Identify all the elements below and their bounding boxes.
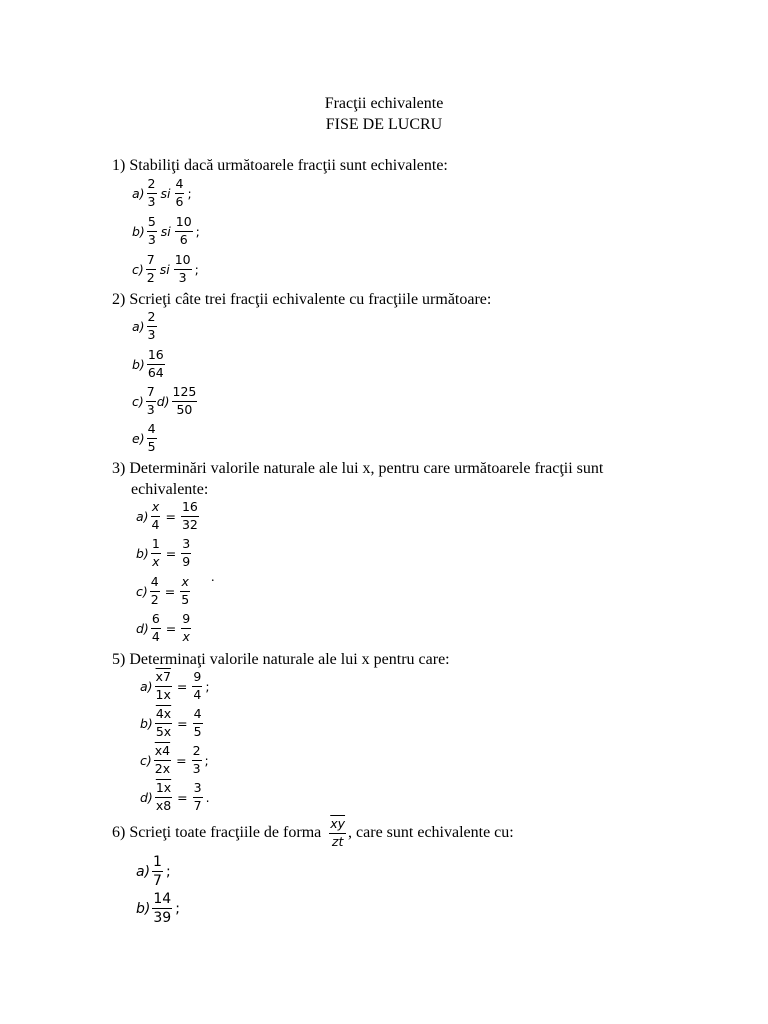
q5-item-c: c) $\frac{x4}{2x}$ = $\frac{2}{3}$ ; [140, 743, 209, 776]
fraction: $\frac{5}{3}$ [147, 214, 156, 247]
fraction: $\frac{4}{6}$ [175, 176, 184, 209]
q3-item-c: c) $\frac{4}{2}$ = $\frac{x}{5}$ [136, 574, 190, 607]
question-6-text-after: , care sunt echivalente cu: [348, 824, 514, 841]
q2-item-c-d: c) $\frac{7}{3}$ d) $\frac{125}{50}$ [132, 384, 197, 417]
fraction: $\frac{x}{4}$ [151, 499, 160, 532]
question-3-line1: 3) Determinări valorile naturale ale lui x, pentru care următoarele fracţii sunt [112, 460, 604, 477]
fraction: $\frac{x}{5}$ [181, 574, 190, 607]
stray-dot: . [211, 570, 215, 585]
fraction: $\frac{14}{39}$ [153, 891, 172, 926]
fraction: $\frac{10}{3}$ [174, 252, 191, 285]
fraction: $\frac{x7}{1x}$ [155, 669, 171, 702]
q5-item-d: d) $\frac{1x}{x8}$ = $\frac{3}{7}$ . [140, 780, 210, 813]
q5-item-b: b) $\frac{4x}{5x}$ = $\frac{4}{5}$ [140, 706, 202, 739]
question-1: 1) Stabiliţi dacă următoarele fracţii sunt echivalente: [112, 157, 448, 174]
page-title: Fracţii echivalente [324, 95, 444, 112]
question-2: 2) Scrieţi câte trei fracţii echivalente cu fracţiile următoare: [112, 291, 492, 308]
q5-item-a: a) $\frac{x7}{1x}$ = $\frac{9}{4}$ ; [140, 669, 210, 702]
connector-word: si [160, 185, 171, 201]
fraction: $\frac{2}{3}$ [147, 176, 156, 209]
q6-item-b: b) $\frac{14}{39}$ ; [136, 891, 180, 926]
fraction: $\frac{3}{9}$ [182, 536, 191, 569]
fraction: $\frac{2}{3}$ [147, 309, 156, 342]
question-3-line2: echivalente: [131, 481, 209, 498]
fraction: $\frac{9}{x}$ [182, 611, 191, 644]
fraction: $\frac{125}{50}$ [172, 384, 197, 417]
fraction: $\frac{4x}{5x}$ [155, 706, 172, 739]
q3-item-a: a) $\frac{x}{4}$ = $\frac{16}{32}$ [136, 499, 198, 532]
page-subtitle: FISE DE LUCRU [325, 116, 443, 133]
fraction: $\frac{9}{4}$ [193, 669, 202, 702]
fraction: $\frac{6}{4}$ [151, 611, 160, 644]
fraction: $\frac{4}{5}$ [147, 421, 156, 454]
fraction: $\frac{4}{2}$ [150, 574, 159, 607]
q3-item-b: b) $\frac{1}{x}$ = $\frac{3}{9}$ [136, 536, 191, 569]
q2-item-e: e) $\frac{4}{5}$ [132, 421, 156, 454]
q2-item-a: a) $\frac{2}{3}$ [132, 309, 156, 342]
fraction: $\frac{7}{3}$ [146, 384, 155, 417]
item-label: a) [132, 185, 145, 201]
q3-item-d: d) $\frac{6}{4}$ = $\frac{9}{x}$ [136, 611, 191, 644]
q1-item-a: a) $\frac{2}{3}$ si $\frac{4}{6}$ ; [132, 176, 192, 209]
form-fraction: $\frac{\overline{xy}}{zt}$ [330, 816, 346, 849]
fraction: $\frac{1}{7}$ [153, 854, 162, 889]
q6-item-a: a) $\frac{1}{7}$ ; [136, 854, 171, 889]
fraction: $\frac{3}{7}$ [193, 780, 202, 813]
question-5: 5) Determinaţi valorile naturale ale lui x pentru care: [112, 651, 450, 668]
fraction: $\frac{16}{64}$ [147, 347, 164, 380]
q1-item-c: c) $\frac{7}{2}$ si $\frac{10}{3}$ ; [132, 252, 199, 285]
question-6-text: 6) Scrieţi toate fracţiile de forma [112, 824, 322, 841]
fraction: $\frac{4}{5}$ [193, 706, 202, 739]
fraction: $\frac{1}{x}$ [151, 536, 160, 569]
fraction: $\frac{7}{2}$ [146, 252, 155, 285]
fraction: $\frac{2}{3}$ [192, 743, 201, 776]
question-6 [112, 818, 514, 848]
fraction: $\frac{x4}{2x}$ [154, 743, 171, 776]
q2-item-b: b) $\frac{16}{64}$ [132, 347, 164, 380]
fraction: $\frac{16}{32}$ [181, 499, 198, 532]
fraction: $\frac{10}{6}$ [175, 214, 192, 247]
fraction: $\frac{1x}{x8}$ [155, 780, 172, 813]
q1-item-b: b) $\frac{5}{3}$ si $\frac{10}{6}$ ; [132, 214, 200, 247]
